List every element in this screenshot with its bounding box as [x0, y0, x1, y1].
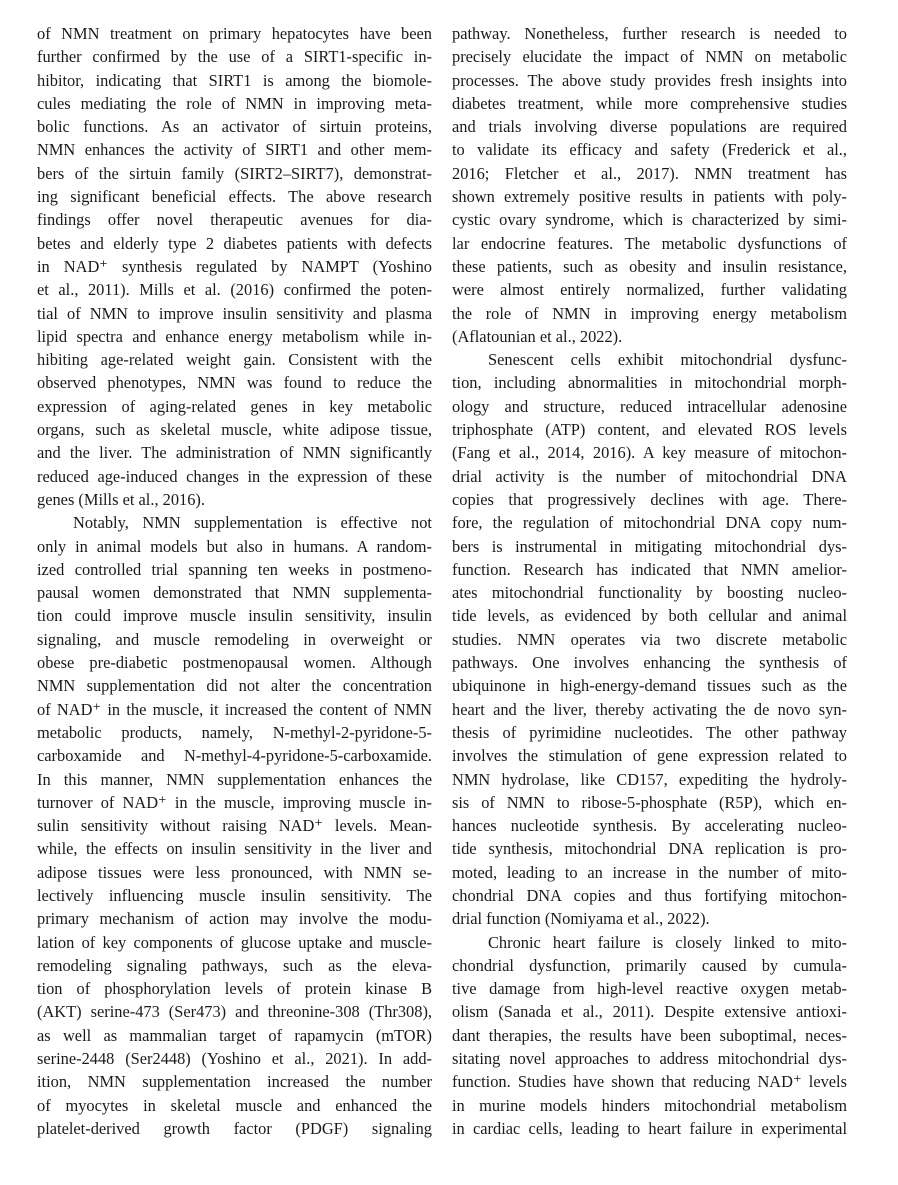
text-line: observed phenotypes, NMN was found to reduce the — [37, 373, 432, 393]
text-line: lar endocrine features. The metabolic dysfunctions of — [452, 233, 847, 253]
text-line: in murine models hinders mitochondrial metabolism — [452, 1095, 847, 1115]
text-line: NMN enhances the activity of SIRT1 and other mem- — [37, 140, 432, 160]
text-line: genes (Mills et al., 2016). — [37, 489, 205, 509]
text-line: signaling, and muscle remodeling in overweight or — [37, 629, 432, 649]
text-line: betes and elderly type 2 diabetes patients with defects — [37, 233, 432, 253]
text-line: dant therapies, the results have been suboptimal, neces- — [452, 1025, 847, 1045]
text-line: tion, including abnormalities in mitochondrial morph- — [452, 373, 847, 393]
text-line: drial function (Nomiyama et al., 2022). — [452, 909, 710, 929]
text-line: metabolic products, namely, N-methyl-2-pyridone-5- — [37, 722, 432, 742]
text-line: shown extremely positive results in patients with poly- — [452, 187, 847, 207]
text-line: hances nucleotide synthesis. By accelerating nucleo- — [452, 816, 847, 836]
text-line: in NAD⁺ synthesis regulated by NAMPT (Yoshino — [37, 256, 432, 276]
text-line: ing significant beneficial effects. The above research — [37, 187, 432, 207]
text-line: copies that progressively declines with age. There- — [452, 489, 847, 509]
text-line: ition, NMN supplementation increased the number — [37, 1072, 432, 1092]
text-line: and trials involving diverse populations are required — [452, 117, 847, 137]
text-line: ized controlled trial spanning ten weeks in postmeno- — [37, 559, 432, 579]
text-line: of NAD⁺ in the muscle, it increased the content of NMN — [37, 699, 432, 719]
text-line: tion could improve muscle insulin sensitivity, insulin — [37, 606, 432, 626]
text-line: fore, the regulation of mitochondrial DNA copy num- — [452, 513, 847, 533]
text-line: tion of phosphorylation levels of protein kinase B — [37, 979, 432, 999]
text-line: to validate its efficacy and safety (Frederick et al., — [452, 140, 847, 160]
text-line: precisely elucidate the impact of NMN on metabolic — [452, 47, 847, 67]
text-line: turnover of NAD⁺ in the muscle, improving muscle in- — [37, 792, 432, 812]
text-line: of myocytes in skeletal muscle and enhanced the — [37, 1095, 432, 1115]
text-line: olism (Sanada et al., 2011). Despite extensive antioxi- — [452, 1002, 847, 1022]
text-line: while, the effects on insulin sensitivity in the liver and — [37, 839, 432, 859]
text-line: lation of key components of glucose uptake and muscle- — [37, 932, 432, 952]
text-line: tide synthesis, mitochondrial DNA replication is pro- — [452, 839, 847, 859]
text-line: bers is instrumental in mitigating mitochondrial dys- — [452, 536, 847, 556]
text-line: ates mitochondrial functionality by boosting nucleo- — [452, 583, 847, 603]
text-line: Senescent cells exhibit mitochondrial dysfunc- — [488, 350, 847, 370]
text-line: carboxamide and N-methyl-4-pyridone-5-carboxamide. — [37, 746, 432, 766]
text-line: findings offer novel therapeutic avenues for dia- — [37, 210, 432, 230]
text-line: (Fang et al., 2014, 2016). A key measure of mitochon- — [452, 443, 847, 463]
text-line: chondrial dysfunction, primarily caused by cumula- — [452, 955, 847, 975]
text-line: 2016; Fletcher et al., 2017). NMN treatment has — [452, 163, 847, 183]
text-line: only in animal models but also in humans. A random- — [37, 536, 432, 556]
text-line: (AKT) serine-473 (Ser473) and threonine-308 (Thr308), — [37, 1002, 432, 1022]
text-line: bers of the sirtuin family (SIRT2–SIRT7), demonstrat- — [37, 163, 432, 183]
text-line: et al., 2011). Mills et al. (2016) confirmed the poten- — [37, 280, 432, 300]
text-line: and the liver. The administration of NMN significantly — [37, 443, 432, 463]
right-column — [452, 22, 847, 1140]
text-line: platelet-derived growth factor (PDGF) signaling — [37, 1118, 432, 1138]
text-line: thesis of pyrimidine nucleotides. The other pathway — [452, 722, 847, 742]
text-line: pausal women demonstrated that NMN supplementa- — [37, 583, 432, 603]
text-line: hibitor, indicating that SIRT1 is among the biomole- — [37, 70, 432, 90]
text-line: tive damage from high-level reactive oxygen metab- — [452, 979, 847, 999]
text-line: triphosphate (ATP) content, and elevated ROS levels — [452, 420, 847, 440]
text-line: serine-2448 (Ser2448) (Yoshino et al., 2021). In add- — [37, 1049, 432, 1069]
text-line: were almost entirely normalized, further validating — [452, 280, 847, 300]
text-line: hibiting age-related weight gain. Consistent with the — [37, 350, 432, 370]
text-line: moted, leading to an increase in the number of mito- — [452, 862, 847, 882]
text-line: drial activity is the number of mitochondrial DNA — [452, 466, 847, 486]
text-line: sulin sensitivity without raising NAD⁺ levels. Mean- — [37, 816, 432, 836]
text-line: ology and structure, reduced intracellular adenosine — [452, 396, 847, 416]
text-line: sitating novel approaches to address mitochondrial dys- — [452, 1049, 847, 1069]
text-line: cules mediating the role of NMN in improving meta- — [37, 93, 432, 113]
text-line: reduced age-induced changes in the expression of these — [37, 466, 432, 486]
text-line: primary mechanism of action may involve the modu- — [37, 909, 432, 929]
text-line: involves the stimulation of gene expression related to — [452, 746, 847, 766]
text-line: ubiquinone in high-energy-demand tissues such as the — [452, 676, 847, 696]
text-line: Chronic heart failure is closely linked to mito- — [488, 932, 847, 952]
text-line: Notably, NMN supplementation is effective not — [73, 513, 432, 533]
text-line: in cardiac cells, leading to heart failure in experimental — [452, 1118, 847, 1138]
text-line: pathways. One involves enhancing the synthesis of — [452, 653, 847, 673]
text-line: pathway. Nonetheless, further research is needed to — [452, 24, 847, 43]
text-line: tial of NMN to improve insulin sensitivity and plasma — [37, 303, 432, 323]
text-line: cystic ovary syndrome, which is characterized by simi- — [452, 210, 847, 230]
text-line: tide levels, as evidenced by both cellular and animal — [452, 606, 847, 626]
text-line: lipid spectra and enhance energy metabolism while in- — [37, 326, 432, 346]
text-line: expression of aging-related genes in key metabolic — [37, 396, 432, 416]
text-line: these patients, such as obesity and insulin resistance, — [452, 256, 847, 276]
text-line: heart and the liver, thereby activating the de novo syn- — [452, 699, 847, 719]
text-line: function. Research has indicated that NMN amelior- — [452, 559, 847, 579]
text-line: function. Studies have shown that reducing NAD⁺ levels — [452, 1072, 847, 1092]
text-line: (Aflatounian et al., 2022). — [452, 326, 623, 346]
text-line: NMN hydrolase, like CD157, expediting the hydroly- — [452, 769, 847, 789]
text-line: lectively influencing muscle insulin sensitivity. The — [37, 885, 432, 905]
text-line: of NMN treatment on primary hepatocytes have been — [37, 24, 432, 43]
text-line: diabetes treatment, while more comprehensive studies — [452, 93, 847, 113]
text-line: further confirmed by the use of a SIRT1-specific in- — [37, 47, 432, 67]
text-line: NMN supplementation did not alter the concentration — [37, 676, 432, 696]
text-line: adipose tissues were less pronounced, with NMN se- — [37, 862, 432, 882]
text-line: organs, such as skeletal muscle, white adipose tissue, — [37, 420, 432, 440]
text-line: remodeling signaling pathways, such as the eleva- — [37, 955, 432, 975]
text-line: as well as mammalian target of rapamycin (mTOR) — [37, 1025, 432, 1045]
text-line: studies. NMN operates via two discrete metabolic — [452, 629, 847, 649]
text-line: In this manner, NMN supplementation enhances the — [37, 769, 432, 789]
text-line: processes. The above study provides fresh insights into — [452, 70, 847, 90]
text-line: sis of NMN to ribose-5-phosphate (R5P), which en- — [452, 792, 847, 812]
left-column — [37, 22, 432, 1140]
text-line: bolic functions. As an activator of sirtuin proteins, — [37, 117, 432, 137]
text-line: chondrial DNA copies and thus fortifying mitochon- — [452, 885, 847, 905]
text-line: obese pre-diabetic postmenopausal women. Although — [37, 653, 432, 673]
text-line: the role of NMN in improving energy metabolism — [452, 303, 847, 323]
